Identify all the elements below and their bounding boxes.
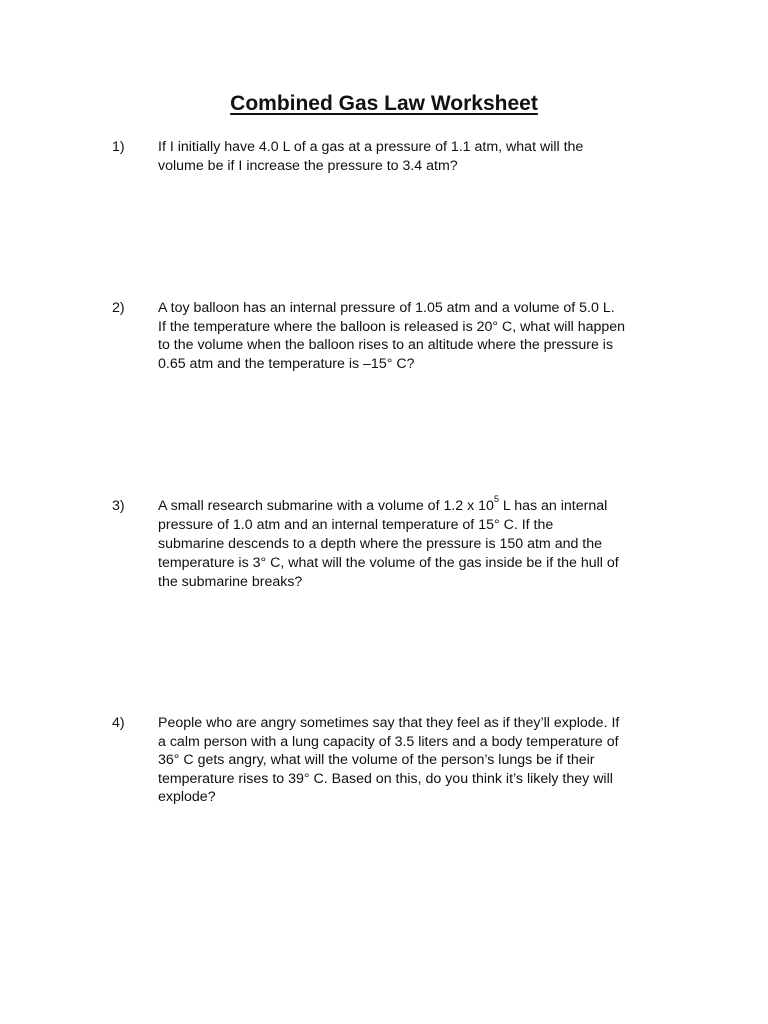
question-line-with-exponent [158, 494, 670, 516]
question-text [158, 494, 670, 592]
exponent: 5 [493, 494, 499, 505]
question-text [158, 714, 670, 807]
question-line: submarine descends to a depth where the pressure is 150 atm and the [158, 536, 603, 552]
worksheet-title: Combined Gas Law Worksheet [230, 92, 538, 115]
question-line: pressure of 1.0 atm and an internal temperature of 15° C. If the [158, 517, 554, 533]
question-number: 4) [112, 715, 125, 731]
question-line: A toy balloon has an internal pressure of 1.05 atm and a volume of 5.0 L. [158, 300, 615, 316]
question-line: a calm person with a lung capacity of 3.5 liters and a body temperature of [158, 733, 619, 750]
line-text-before-exponent: A small research submarine with a volume of 1.2 x 10 [158, 498, 494, 514]
question-line: temperature rises to 39° C. Based on this, do you think it’s likely they will [158, 770, 613, 787]
question-line: If the temperature where the balloon is released is 20° C, what will happen [158, 318, 626, 335]
question-line: People who are angry sometimes say that they feel as if they’ll explode. If [158, 715, 620, 731]
question-number: 1) [112, 139, 125, 155]
question-line: explode? [158, 789, 216, 805]
question-text [158, 299, 670, 373]
question-line: 36° C gets angry, what will the volume of the person’s lungs be if their [158, 752, 595, 768]
question-line: If I initially have 4.0 L of a gas at a pressure of 1.1 atm, what will the [158, 139, 584, 155]
question-number: 2) [112, 300, 125, 316]
question-line: volume be if I increase the pressure to 3.4 atm? [158, 157, 458, 174]
question-line: the submarine breaks? [158, 574, 303, 590]
question-line: 0.65 atm and the temperature is –15° C? [158, 355, 415, 372]
question-line: temperature is 3° C, what will the volume of the gas inside be if the hull of [158, 555, 619, 571]
question-number: 3) [112, 498, 125, 514]
question-text [158, 138, 670, 175]
question-line: to the volume when the balloon rises to an altitude where the pressure is [158, 337, 614, 353]
line-text-after-exponent: L has an internal [498, 498, 608, 514]
